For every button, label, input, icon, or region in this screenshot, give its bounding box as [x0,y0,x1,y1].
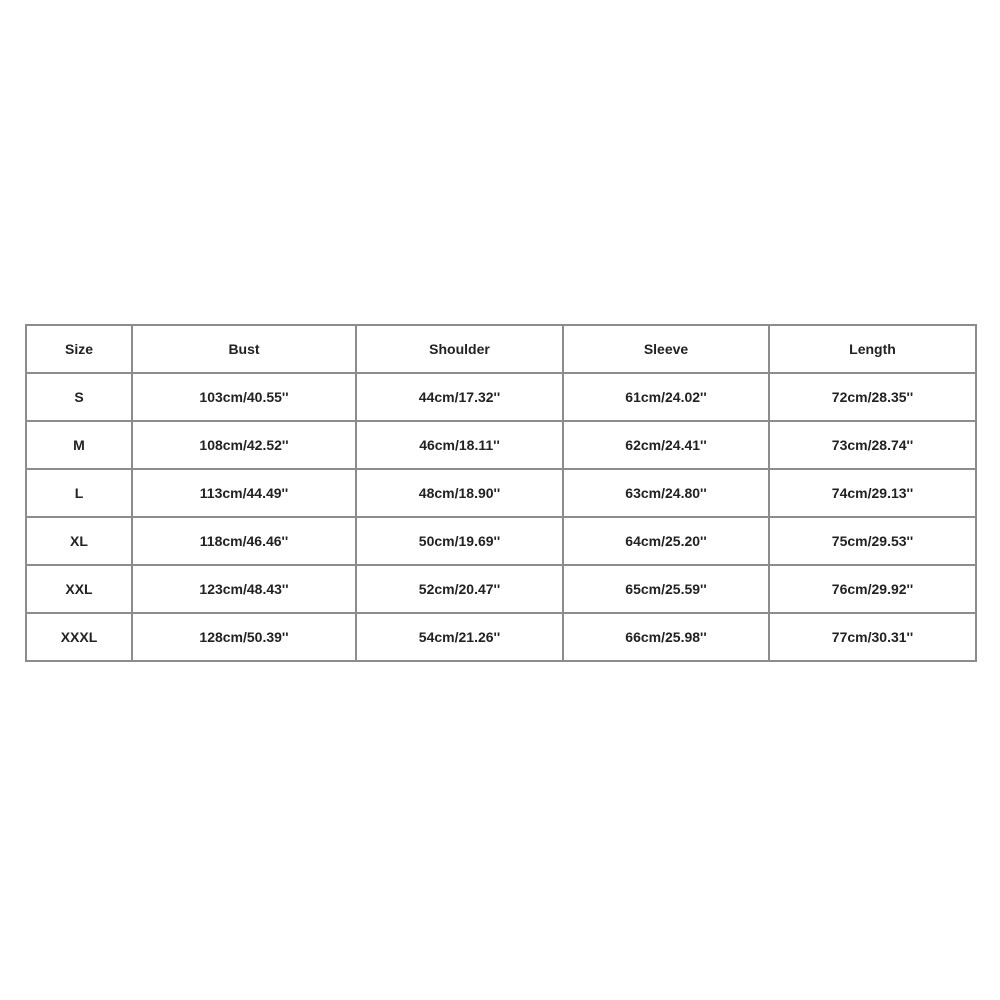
cell-size: L [26,469,132,517]
table-row [26,565,976,613]
cell-sleeve: 61cm/24.02'' [563,373,769,421]
cell-size: XXL [26,565,132,613]
header-size: Size [26,325,132,373]
cell-size: XXXL [26,613,132,661]
cell-shoulder: 54cm/21.26'' [356,613,563,661]
cell-length: 73cm/28.74'' [769,421,976,469]
cell-shoulder: 48cm/18.90'' [356,469,563,517]
cell-size: M [26,421,132,469]
cell-sleeve: 62cm/24.41'' [563,421,769,469]
cell-shoulder: 46cm/18.11'' [356,421,563,469]
table-row [26,517,976,565]
cell-bust: 108cm/42.52'' [132,421,356,469]
table-row [26,373,976,421]
cell-size: XL [26,517,132,565]
header-shoulder: Shoulder [356,325,563,373]
header-bust: Bust [132,325,356,373]
size-chart-table [25,324,977,662]
cell-length: 72cm/28.35'' [769,373,976,421]
cell-bust: 123cm/48.43'' [132,565,356,613]
header-sleeve: Sleeve [563,325,769,373]
cell-shoulder: 52cm/20.47'' [356,565,563,613]
cell-sleeve: 64cm/25.20'' [563,517,769,565]
cell-length: 77cm/30.31'' [769,613,976,661]
cell-length: 74cm/29.13'' [769,469,976,517]
cell-size: S [26,373,132,421]
table-row [26,469,976,517]
cell-shoulder: 44cm/17.32'' [356,373,563,421]
cell-bust: 128cm/50.39'' [132,613,356,661]
header-row [26,325,976,373]
cell-bust: 113cm/44.49'' [132,469,356,517]
table-row [26,613,976,661]
cell-sleeve: 65cm/25.59'' [563,565,769,613]
cell-sleeve: 66cm/25.98'' [563,613,769,661]
cell-bust: 118cm/46.46'' [132,517,356,565]
cell-shoulder: 50cm/19.69'' [356,517,563,565]
table-row [26,421,976,469]
cell-sleeve: 63cm/24.80'' [563,469,769,517]
header-length: Length [769,325,976,373]
cell-length: 75cm/29.53'' [769,517,976,565]
cell-bust: 103cm/40.55'' [132,373,356,421]
cell-length: 76cm/29.92'' [769,565,976,613]
